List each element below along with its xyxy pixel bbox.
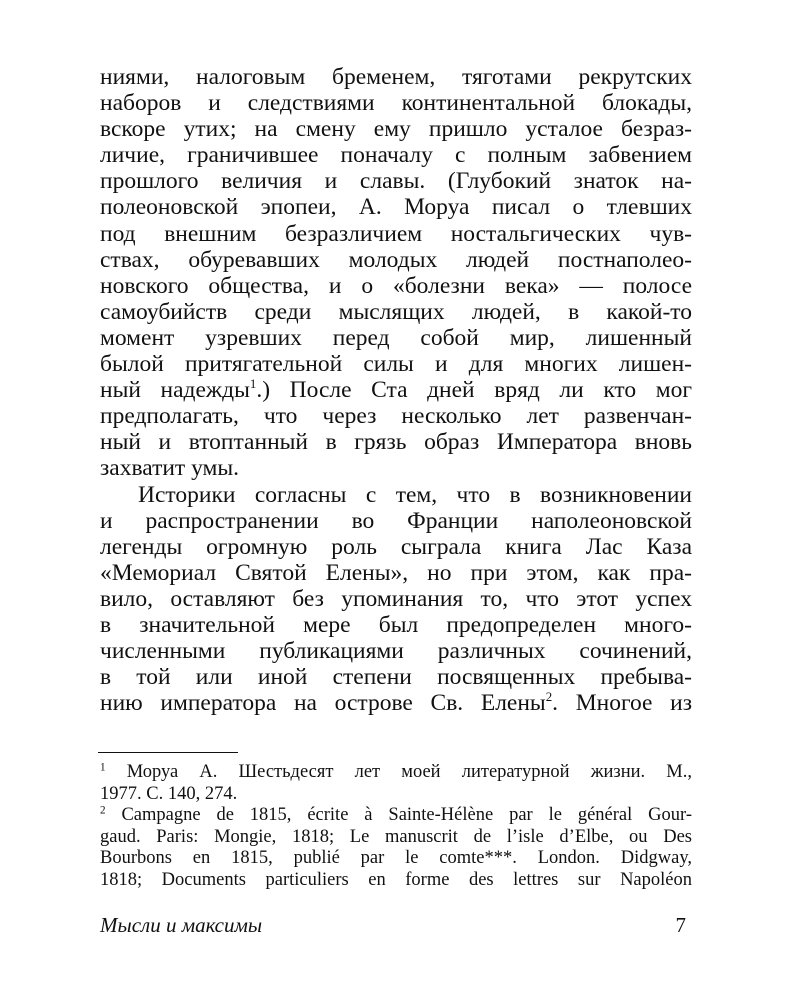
text-line: и распространении во Франции наполеоновской [100,507,692,534]
text-line: самоубийств среди мыслящих людей, в какой-то [100,298,692,325]
text-line: легенды огромную роль сыграла книга Лас Каза [100,533,692,560]
text-line-with-footnote-ref [100,690,692,716]
text-line: в той или иной степени посвященных пребыва- [100,664,692,691]
text-line: вскоре утих; на смену ему пришло усталое безраз- [100,116,692,143]
text-fragment: .) После Ста дней вряд ли кто мог [256,377,692,404]
footnote-2-cont: gaud. Paris: Mongie, 1818; Le manuscrit de l’isle d’Elbe, ou Des [100,826,692,847]
text-line: прошлого величия и славы. (Глубокий знаток на- [100,168,692,195]
text-line: в значительной мере был предопределен много- [100,611,692,638]
footnote-2-cont: 1818; Documents particuliers en forme des lettres sur Napoléon [100,869,692,890]
text-line: под внешним безразличием ностальгических чув- [100,220,692,247]
text-line-with-footnote-ref [100,377,692,403]
page-number: 7 [675,913,686,937]
footnote-reference-2: 2 [545,689,553,705]
main-text [100,64,692,716]
text-line: наборов и следствиями континентальной блокады, [100,90,692,117]
footnote-text: Моруа А. Шестьдесят лет моей литературной жизни. М., [105,762,692,782]
text-line: численными публикациями различных сочинений, [100,638,692,665]
footnotes [100,762,692,891]
text-line: вило, оставляют без упоминания то, что этот успех [100,585,692,612]
footnote-text: Campagne de 1815, écrite à Sainte-Hélène par le général Gour- [105,805,692,825]
footnote-marker: 1 [100,761,106,774]
footnote-separator [98,752,238,753]
footnote-2-cont: Bourbons en 1815, publié par le comte***. London. Didgway, [100,848,692,868]
paragraph-first-line: Историки согласны с тем, что в возникновении [138,481,692,508]
footnote-marker: 2 [100,804,106,817]
running-title: Мысли и максимы [100,913,263,937]
footnote-1-cont: 1977. С. 140, 274. [100,783,238,804]
text-line: личие, граничившее поначалу с полным забвением [100,142,692,169]
text-fragment: ный надежды [100,377,250,404]
text-line: новского общества, и о «болезни века» — полосе [100,272,692,299]
text-fragment: нию императора на острове Св. Елены [100,690,546,717]
text-line: былой притягательной силы и для многих лишен- [100,351,692,378]
text-line: «Мемориал Святой Елены», но при этом, как пра- [100,559,692,586]
text-line: ниями, налоговым бременем, тяготами рекрутских [100,64,692,90]
footnote-2 [100,805,692,827]
text-line: полеоновской эпопеи, А. Моруа писал о тлевших [100,194,692,221]
text-fragment: . Многое из [552,690,692,717]
text-line: предполагать, что через несколько лет развенчан- [100,403,692,430]
text-line: момент узревших перед собой мир, лишенный [100,324,692,351]
running-footer [100,913,692,943]
paragraph-end-line: захватит умы. [100,455,240,482]
footnote-1 [100,762,692,784]
text-line: ный и втоптанный в грязь образ Императора вновь [100,429,692,456]
footnote-reference-1: 1 [249,376,257,392]
text-line: ствах, обуревавших молодых людей постнаполео- [100,246,692,273]
